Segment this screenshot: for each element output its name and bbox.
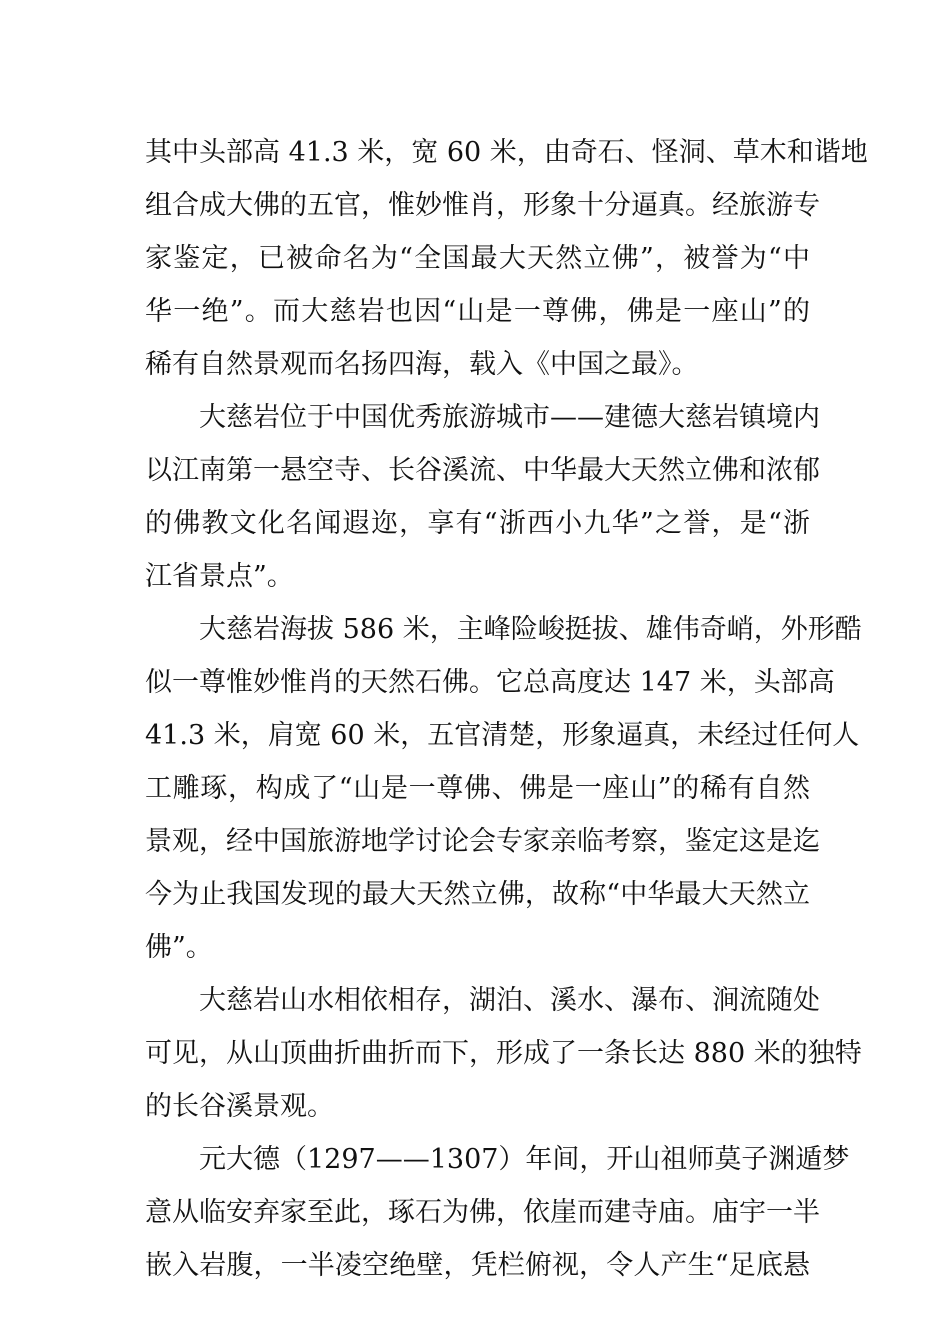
text-line: 稀有自然景观而名扬四海，载入《中国之最》。 bbox=[145, 349, 699, 380]
paragraph-first-line: 大慈岩山水相依相存，湖泊、溪水、瀑布、涧流随处 bbox=[199, 985, 820, 1016]
text-line: 的佛教文化名闻遐迩，享有“浙西小九华”之誉，是“浙 bbox=[145, 508, 810, 539]
text-line: 41.3 米，肩宽 60 米，五官清楚，形象逼真，未经过任何人 bbox=[145, 720, 860, 751]
text-line: 家鉴定，已被命名为“全国最大天然立佛”，被誉为“中 bbox=[145, 243, 810, 274]
text-line: 意从临安弃家至此，琢石为佛，依崖而建寺庙。庙宇一半 bbox=[145, 1197, 820, 1228]
text-line: 似一尊惟妙惟肖的天然石佛。它总高度达 147 米，头部高 bbox=[145, 667, 835, 698]
text-line: 佛”。 bbox=[145, 932, 213, 963]
paragraph-first-line: 大慈岩海拔 586 米，主峰险峻挺拔、雄伟奇峭，外形酷 bbox=[199, 614, 862, 645]
text-line: 江省景点”。 bbox=[145, 561, 294, 592]
text-line: 景观，经中国旅游地学讨论会专家亲临考察，鉴定这是迄 bbox=[145, 826, 820, 857]
text-line: 嵌入岩腹，一半凌空绝壁，凭栏俯视，令人产生“足底悬 bbox=[145, 1250, 810, 1281]
text-line: 华一绝”。而大慈岩也因“山是一尊佛，佛是一座山”的 bbox=[145, 296, 810, 327]
paragraph-first-line: 元大德（1297——1307）年间，开山祖师莫子渊遁梦 bbox=[199, 1144, 850, 1175]
text-line: 以江南第一悬空寺、长谷溪流、中华最大天然立佛和浓郁 bbox=[145, 455, 820, 486]
body-text bbox=[145, 126, 868, 1292]
text-line: 今为止我国发现的最大天然立佛，故称“中华最大天然立 bbox=[145, 879, 810, 910]
text-line: 组合成大佛的五官，惟妙惟肖，形象十分逼真。经旅游专 bbox=[145, 190, 820, 221]
text-line: 可见，从山顶曲折曲折而下，形成了一条长达 880 米的独特 bbox=[145, 1038, 862, 1069]
text-line: 工雕琢，构成了“山是一尊佛、佛是一座山”的稀有自然 bbox=[145, 773, 810, 804]
text-line: 的长谷溪景观。 bbox=[145, 1091, 334, 1122]
paragraph-first-line: 大慈岩位于中国优秀旅游城市——建德大慈岩镇境内 bbox=[199, 402, 820, 433]
text-line: 其中头部高 41.3 米，宽 60 米，由奇石、怪洞、草木和谐地 bbox=[145, 137, 868, 168]
